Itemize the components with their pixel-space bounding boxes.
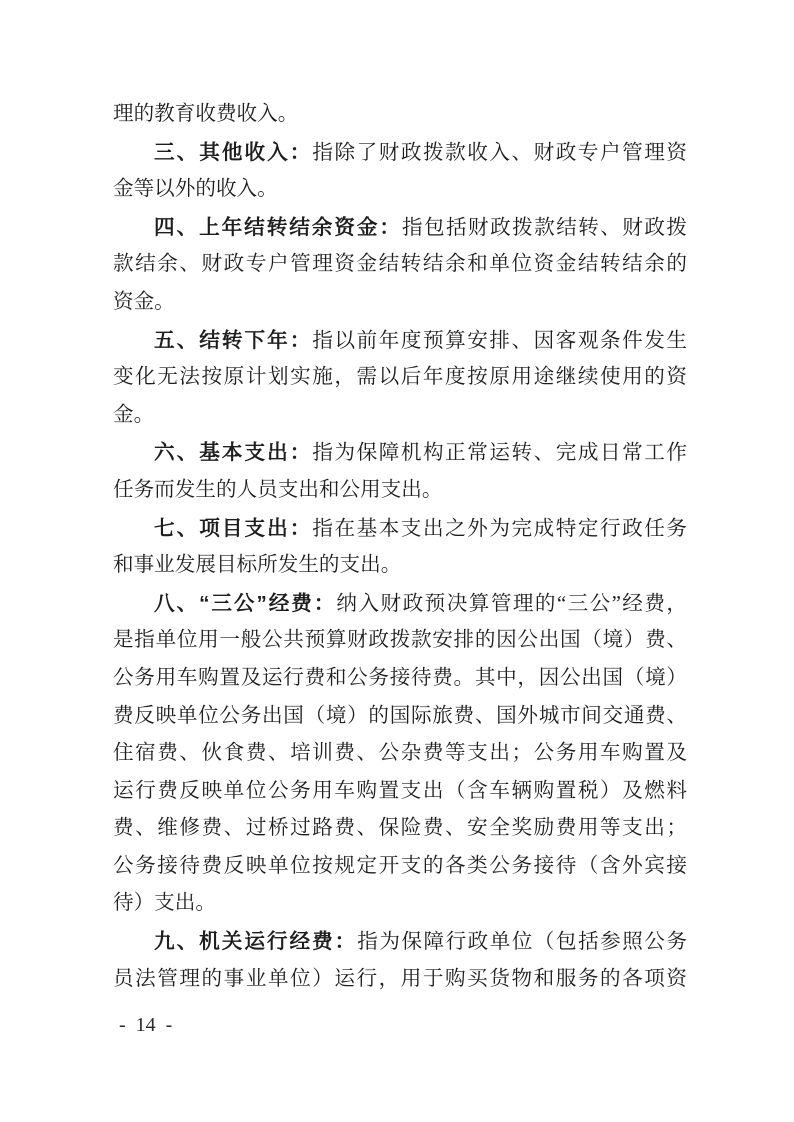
text-line — [113, 96, 687, 134]
text-line — [113, 848, 687, 886]
text-line — [113, 322, 687, 360]
body-text-segment: 指在基本支出之外为完成特定行政任务 — [312, 517, 688, 540]
text-line — [113, 923, 687, 961]
term-heading: 九、机关运行经费： — [154, 930, 358, 954]
text-line — [113, 735, 687, 773]
body-text-segment: 费反映单位公务出国（境）的国际旅费、国外城市间交通费、 — [113, 704, 687, 727]
term-heading: 六、基本支出： — [154, 441, 313, 465]
text-line — [113, 171, 687, 209]
body-text-segment: 指为保障机构正常运转、完成日常工作 — [312, 442, 688, 465]
text-line — [113, 547, 687, 585]
term-heading: 三、其他收入： — [154, 140, 313, 164]
term-heading: 七、项目支出： — [154, 516, 313, 540]
term-heading: 五、结转下年： — [154, 328, 313, 352]
body-text-segment: 住宿费、伙食费、培训费、公杂费等支出；公务用车购置及 — [113, 742, 687, 765]
body-text-segment: 资金。 — [113, 290, 175, 313]
body-text-segment: 费、维修费、过桥过路费、保险费、安全奖励费用等支出； — [113, 817, 687, 840]
body-text-segment: 金等以外的收入。 — [113, 178, 278, 201]
text-line — [113, 961, 687, 999]
body-text-segment: 是指单位用一般公共预算财政拨款安排的因公出国（境）费、 — [113, 629, 687, 652]
body-text-segment: 纳入财政预决算管理的“三公”经费， — [336, 592, 688, 615]
text-line — [113, 209, 687, 247]
body-text-segment: 指除了财政拨款收入、财政专户管理资 — [312, 141, 688, 164]
text-line — [113, 359, 687, 397]
body-text-segment: 员法管理的事业单位）运行，用于购买货物和服务的各项资 — [113, 967, 687, 990]
body-text-segment: 指包括财政拨款结转、财政拨 — [401, 216, 688, 239]
text-line — [113, 434, 687, 472]
page-number: - 14 - — [119, 1014, 173, 1036]
text-line — [113, 472, 687, 510]
body-text-segment: 运行费反映单位公务用车购置支出（含车辆购置税）及燃料 — [113, 779, 687, 802]
body-text-segment: 款结余、财政专户管理资金结转结余和单位资金结转结余的 — [113, 253, 687, 276]
text-line — [113, 660, 687, 698]
body-text-segment: 指为保障行政单位（包括参照公务 — [357, 931, 688, 954]
body-text-block — [113, 96, 687, 998]
body-text-segment: 任务而发生的人员支出和公用支出。 — [113, 478, 443, 501]
body-text-segment: 公务接待费反映单位按规定开支的各类公务接待（含外宾接 — [113, 854, 687, 877]
body-text-segment: 待）支出。 — [113, 892, 216, 915]
body-text-segment: 理的教育收费收入。 — [113, 103, 299, 125]
text-line — [113, 698, 687, 736]
text-line — [113, 885, 687, 923]
text-line — [113, 773, 687, 811]
text-line — [113, 510, 687, 548]
text-line — [113, 810, 687, 848]
text-line — [113, 585, 687, 623]
body-text-segment: 指以前年度预算安排、因客观条件发生 — [312, 329, 688, 352]
term-heading: 八、“三公”经费： — [154, 591, 337, 615]
text-line — [113, 246, 687, 284]
text-line — [113, 622, 687, 660]
term-heading: 四、上年结转结余资金： — [154, 215, 402, 239]
text-line — [113, 284, 687, 322]
text-line — [113, 134, 687, 172]
body-text-segment: 和事业发展目标所发生的支出。 — [113, 554, 402, 577]
body-text-segment: 变化无法按原计划实施，需以后年度按原用途继续使用的资 — [113, 366, 687, 389]
body-text-segment: 金。 — [113, 403, 155, 426]
text-line — [113, 397, 687, 435]
body-text-segment: 公务用车购置及运行费和公务接待费。其中，因公出国（境） — [113, 666, 687, 689]
